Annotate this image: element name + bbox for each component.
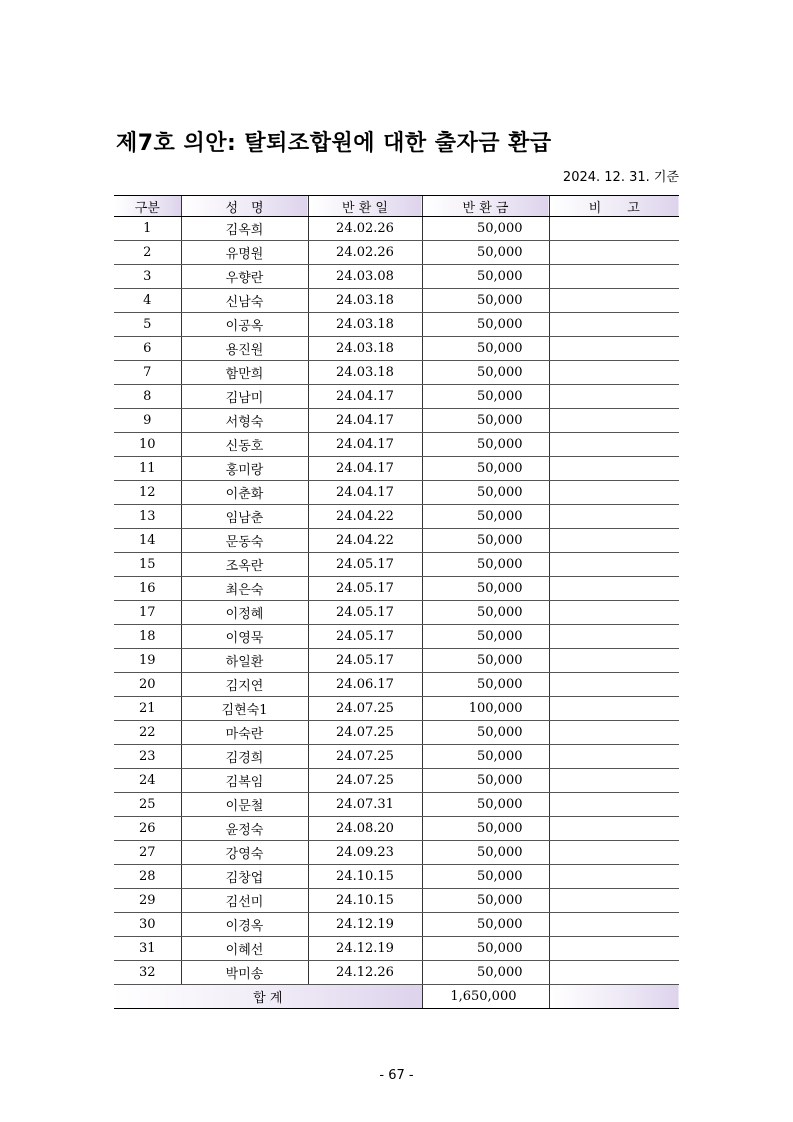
cell-note — [549, 505, 679, 529]
cell-name: 이영묵 — [181, 625, 308, 649]
cell-date: 24.03.18 — [308, 361, 422, 385]
table-row — [114, 937, 679, 961]
table-row — [114, 361, 679, 385]
cell-amount: 50,000 — [422, 553, 549, 577]
cell-note — [549, 721, 679, 745]
cell-amount: 50,000 — [422, 505, 549, 529]
cell-date: 24.05.17 — [308, 649, 422, 673]
cell-name: 서형숙 — [181, 409, 308, 433]
total-amount: 1,650,000 — [422, 985, 549, 1009]
cell-date: 24.05.17 — [308, 601, 422, 625]
cell-note — [549, 841, 679, 865]
cell-date: 24.04.17 — [308, 457, 422, 481]
cell-name: 함만희 — [181, 361, 308, 385]
table-row — [114, 673, 679, 697]
cell-date: 24.04.22 — [308, 505, 422, 529]
cell-note — [549, 553, 679, 577]
cell-amount: 50,000 — [422, 817, 549, 841]
cell-no: 22 — [114, 721, 181, 745]
cell-no: 17 — [114, 601, 181, 625]
cell-note — [549, 529, 679, 553]
cell-amount: 50,000 — [422, 385, 549, 409]
cell-date: 24.08.20 — [308, 817, 422, 841]
cell-date: 24.04.22 — [308, 529, 422, 553]
total-note — [549, 985, 679, 1009]
cell-no: 13 — [114, 505, 181, 529]
table-row — [114, 913, 679, 937]
table-row — [114, 697, 679, 721]
cell-date: 24.04.17 — [308, 433, 422, 457]
cell-name: 신동호 — [181, 433, 308, 457]
cell-no: 18 — [114, 625, 181, 649]
cell-no: 4 — [114, 289, 181, 313]
cell-date: 24.03.18 — [308, 289, 422, 313]
cell-date: 24.03.18 — [308, 313, 422, 337]
cell-date: 24.07.25 — [308, 721, 422, 745]
cell-note — [549, 241, 679, 265]
cell-amount: 50,000 — [422, 313, 549, 337]
table-row — [114, 961, 679, 985]
cell-name: 김선미 — [181, 889, 308, 913]
cell-no: 9 — [114, 409, 181, 433]
table-row — [114, 409, 679, 433]
cell-name: 이혜선 — [181, 937, 308, 961]
header-amount: 반 환 금 — [422, 196, 549, 217]
table-row — [114, 529, 679, 553]
cell-no: 23 — [114, 745, 181, 769]
cell-name: 윤정숙 — [181, 817, 308, 841]
cell-date: 24.05.17 — [308, 553, 422, 577]
cell-amount: 50,000 — [422, 721, 549, 745]
cell-amount: 50,000 — [422, 577, 549, 601]
table-row — [114, 625, 679, 649]
cell-note — [549, 217, 679, 241]
cell-amount: 50,000 — [422, 913, 549, 937]
cell-note — [549, 601, 679, 625]
cell-no: 21 — [114, 697, 181, 721]
cell-name: 홍미랑 — [181, 457, 308, 481]
cell-amount: 50,000 — [422, 457, 549, 481]
cell-amount: 50,000 — [422, 649, 549, 673]
header-note: 비 고 — [549, 196, 679, 217]
cell-amount: 50,000 — [422, 745, 549, 769]
cell-note — [549, 745, 679, 769]
table-row — [114, 481, 679, 505]
cell-note — [549, 361, 679, 385]
cell-amount: 50,000 — [422, 601, 549, 625]
table-header-row — [114, 196, 679, 217]
cell-date: 24.07.25 — [308, 697, 422, 721]
basis-date: 2024. 12. 31. 기준 — [562, 170, 679, 185]
cell-note — [549, 673, 679, 697]
cell-date: 24.07.25 — [308, 769, 422, 793]
cell-date: 24.09.23 — [308, 841, 422, 865]
page-number: - 67 - — [379, 1068, 414, 1083]
cell-name: 김복임 — [181, 769, 308, 793]
cell-note — [549, 289, 679, 313]
cell-note — [549, 937, 679, 961]
cell-amount: 50,000 — [422, 529, 549, 553]
cell-date: 24.03.18 — [308, 337, 422, 361]
cell-amount: 50,000 — [422, 217, 549, 241]
cell-no: 26 — [114, 817, 181, 841]
cell-date: 24.04.17 — [308, 409, 422, 433]
cell-name: 김경희 — [181, 745, 308, 769]
cell-note — [549, 865, 679, 889]
cell-amount: 50,000 — [422, 961, 549, 985]
cell-name: 유명원 — [181, 241, 308, 265]
cell-date: 24.07.25 — [308, 745, 422, 769]
cell-amount: 50,000 — [422, 481, 549, 505]
cell-no: 12 — [114, 481, 181, 505]
table-row — [114, 505, 679, 529]
cell-no: 15 — [114, 553, 181, 577]
table-row — [114, 313, 679, 337]
table-row — [114, 217, 679, 241]
cell-no: 8 — [114, 385, 181, 409]
cell-date: 24.02.26 — [308, 217, 422, 241]
cell-note — [549, 913, 679, 937]
cell-note — [549, 889, 679, 913]
cell-no: 10 — [114, 433, 181, 457]
cell-note — [549, 649, 679, 673]
cell-no: 19 — [114, 649, 181, 673]
table-row — [114, 865, 679, 889]
cell-name: 조옥란 — [181, 553, 308, 577]
cell-name: 강영숙 — [181, 841, 308, 865]
cell-amount: 50,000 — [422, 769, 549, 793]
table-row — [114, 721, 679, 745]
cell-amount: 50,000 — [422, 937, 549, 961]
cell-amount: 50,000 — [422, 265, 549, 289]
cell-note — [549, 385, 679, 409]
cell-date: 24.04.17 — [308, 385, 422, 409]
cell-note — [549, 433, 679, 457]
cell-no: 6 — [114, 337, 181, 361]
cell-amount: 50,000 — [422, 337, 549, 361]
cell-name: 이정혜 — [181, 601, 308, 625]
table-row — [114, 289, 679, 313]
total-row — [114, 985, 679, 1009]
cell-no: 27 — [114, 841, 181, 865]
cell-name: 이공옥 — [181, 313, 308, 337]
cell-name: 김옥희 — [181, 217, 308, 241]
cell-no: 20 — [114, 673, 181, 697]
refund-table — [114, 195, 679, 1009]
table-row — [114, 553, 679, 577]
table-row — [114, 841, 679, 865]
cell-no: 29 — [114, 889, 181, 913]
cell-amount: 50,000 — [422, 793, 549, 817]
cell-note — [549, 313, 679, 337]
cell-date: 24.05.17 — [308, 577, 422, 601]
cell-no: 14 — [114, 529, 181, 553]
table-row — [114, 769, 679, 793]
total-label: 합 계 — [114, 985, 422, 1009]
cell-date: 24.12.19 — [308, 937, 422, 961]
document-title: 제7호 의안: 탈퇴조합원에 대한 출자금 환급 — [116, 131, 552, 156]
cell-name: 마숙란 — [181, 721, 308, 745]
cell-name: 박미송 — [181, 961, 308, 985]
cell-amount: 50,000 — [422, 433, 549, 457]
cell-note — [549, 481, 679, 505]
table-row — [114, 265, 679, 289]
cell-date: 24.12.26 — [308, 961, 422, 985]
table-row — [114, 577, 679, 601]
cell-name: 이경옥 — [181, 913, 308, 937]
cell-date: 24.02.26 — [308, 241, 422, 265]
header-no: 구분 — [114, 196, 181, 217]
header-name: 성 명 — [181, 196, 308, 217]
cell-amount: 50,000 — [422, 625, 549, 649]
table-row — [114, 337, 679, 361]
cell-note — [549, 817, 679, 841]
cell-amount: 50,000 — [422, 361, 549, 385]
cell-note — [549, 697, 679, 721]
cell-name: 김창업 — [181, 865, 308, 889]
cell-no: 24 — [114, 769, 181, 793]
table-row — [114, 241, 679, 265]
cell-no: 11 — [114, 457, 181, 481]
table-row — [114, 457, 679, 481]
table-row — [114, 889, 679, 913]
cell-no: 5 — [114, 313, 181, 337]
cell-amount: 50,000 — [422, 865, 549, 889]
cell-name: 김현숙1 — [181, 697, 308, 721]
cell-name: 임남춘 — [181, 505, 308, 529]
table-row — [114, 601, 679, 625]
cell-no: 1 — [114, 217, 181, 241]
cell-name: 이문철 — [181, 793, 308, 817]
cell-no: 16 — [114, 577, 181, 601]
cell-no: 32 — [114, 961, 181, 985]
cell-note — [549, 577, 679, 601]
cell-note — [549, 337, 679, 361]
cell-note — [549, 265, 679, 289]
cell-date: 24.04.17 — [308, 481, 422, 505]
table-row — [114, 385, 679, 409]
cell-amount: 50,000 — [422, 889, 549, 913]
cell-no: 3 — [114, 265, 181, 289]
table-row — [114, 817, 679, 841]
cell-date: 24.12.19 — [308, 913, 422, 937]
cell-note — [549, 625, 679, 649]
cell-name: 우향란 — [181, 265, 308, 289]
cell-name: 신남숙 — [181, 289, 308, 313]
cell-amount: 50,000 — [422, 289, 549, 313]
cell-name: 용진원 — [181, 337, 308, 361]
cell-amount: 100,000 — [422, 697, 549, 721]
table-row — [114, 793, 679, 817]
cell-note — [549, 457, 679, 481]
cell-amount: 50,000 — [422, 409, 549, 433]
cell-note — [549, 769, 679, 793]
cell-date: 24.07.31 — [308, 793, 422, 817]
table-row — [114, 745, 679, 769]
table-row — [114, 649, 679, 673]
cell-date: 24.10.15 — [308, 865, 422, 889]
table-row — [114, 433, 679, 457]
cell-name: 이춘화 — [181, 481, 308, 505]
cell-name: 김남미 — [181, 385, 308, 409]
cell-no: 30 — [114, 913, 181, 937]
cell-amount: 50,000 — [422, 241, 549, 265]
cell-name: 최은숙 — [181, 577, 308, 601]
cell-amount: 50,000 — [422, 673, 549, 697]
cell-name: 하일환 — [181, 649, 308, 673]
cell-name: 문동숙 — [181, 529, 308, 553]
cell-no: 31 — [114, 937, 181, 961]
cell-note — [549, 961, 679, 985]
cell-amount: 50,000 — [422, 841, 549, 865]
cell-date: 24.05.17 — [308, 625, 422, 649]
header-date: 반 환 일 — [308, 196, 422, 217]
cell-date: 24.10.15 — [308, 889, 422, 913]
cell-note — [549, 409, 679, 433]
cell-date: 24.06.17 — [308, 673, 422, 697]
cell-date: 24.03.08 — [308, 265, 422, 289]
cell-no: 25 — [114, 793, 181, 817]
cell-note — [549, 793, 679, 817]
cell-no: 28 — [114, 865, 181, 889]
cell-no: 2 — [114, 241, 181, 265]
cell-name: 김지연 — [181, 673, 308, 697]
cell-no: 7 — [114, 361, 181, 385]
